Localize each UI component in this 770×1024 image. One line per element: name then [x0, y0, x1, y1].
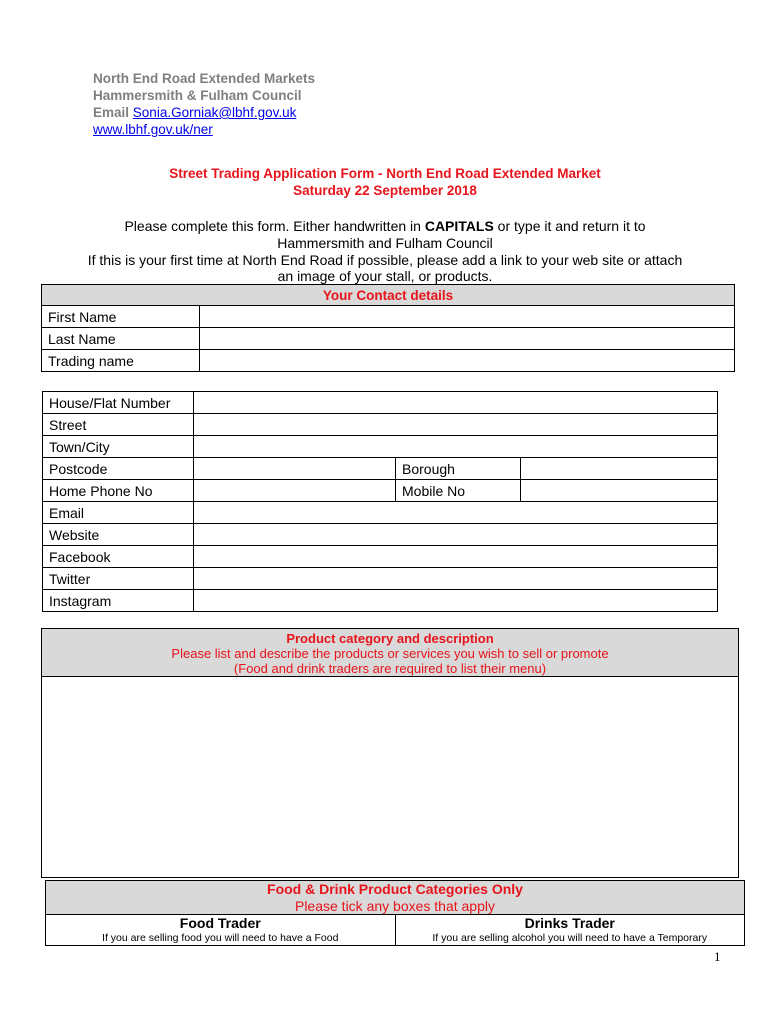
town-label: Town/City — [43, 436, 194, 458]
facebook-field[interactable] — [194, 546, 718, 568]
trading-name-label: Trading name — [42, 350, 200, 372]
trader-columns — [46, 915, 744, 945]
website-field[interactable] — [194, 524, 718, 546]
borough-field[interactable] — [521, 458, 718, 480]
street-label: Street — [43, 414, 194, 436]
org-header — [93, 70, 315, 138]
facebook-label: Facebook — [43, 546, 194, 568]
intro-line-1 — [40, 218, 730, 235]
council-name: Hammersmith & Fulham Council — [93, 88, 302, 103]
product-section — [41, 628, 739, 878]
food-trader-title: Food Trader — [179, 915, 261, 931]
town-field[interactable] — [194, 436, 718, 458]
email-line — [93, 104, 315, 121]
email-label: Email — [93, 105, 130, 120]
postcode-label: Postcode — [43, 458, 194, 480]
twitter-field[interactable] — [194, 568, 718, 590]
last-name-field[interactable] — [200, 328, 735, 350]
product-heading-block — [42, 629, 738, 677]
website-label: Website — [43, 524, 194, 546]
house-label: House/Flat Number — [43, 392, 194, 414]
food-trader-text: If you are selling food you will need to have a Food — [102, 932, 339, 944]
borough-label: Borough — [396, 458, 521, 480]
drinks-trader-option[interactable] — [395, 915, 745, 945]
trading-name-field[interactable] — [200, 350, 735, 372]
email-label: Email — [43, 502, 194, 524]
house-field[interactable] — [194, 392, 718, 414]
last-name-label: Last Name — [42, 328, 200, 350]
page-number: 1 — [714, 949, 721, 964]
intro-text: or type it and return it to — [493, 218, 646, 234]
intro-text: Please complete this form. Either handwritten in — [124, 218, 425, 234]
email-link[interactable]: Sonia.Gorniak@lbhf.gov.uk — [132, 105, 297, 120]
home-phone-field[interactable] — [194, 480, 396, 502]
intro-capitals: CAPITALS — [424, 218, 494, 234]
contact-heading: Your Contact details — [42, 285, 735, 306]
drinks-trader-text: If you are selling alcohol you will need to have a Temporary — [432, 932, 708, 944]
website-link[interactable]: www.lbhf.gov.uk/ner — [93, 122, 213, 137]
form-date: Saturday 22 September 2018 — [293, 183, 477, 198]
intro-line-2: Hammersmith and Fulham Council — [277, 235, 493, 251]
food-drink-heading-block — [46, 881, 744, 915]
instagram-field[interactable] — [194, 590, 718, 612]
intro-line-4: an image of your stall, or products. — [277, 268, 493, 284]
food-drink-section — [45, 880, 745, 946]
food-trader-option[interactable] — [46, 915, 395, 945]
org-name: North End Road Extended Markets — [93, 71, 316, 86]
postcode-field[interactable] — [194, 458, 396, 480]
mobile-label: Mobile No — [396, 480, 521, 502]
product-instructions: Please list and describe the products or services you wish to sell or promote — [171, 646, 609, 661]
home-phone-label: Home Phone No — [43, 480, 194, 502]
first-name-label: First Name — [42, 306, 200, 328]
product-menu-note: (Food and drink traders are required to list their menu) — [233, 661, 547, 676]
email-field[interactable] — [194, 502, 718, 524]
product-description-field[interactable] — [42, 677, 738, 877]
twitter-label: Twitter — [43, 568, 194, 590]
contact-table — [41, 284, 735, 372]
food-drink-heading: Food & Drink Product Categories Only — [267, 881, 523, 897]
intro-line-3: If this is your first time at North End Road if possible, please add a link to your web site or attach — [87, 252, 683, 268]
food-drink-subheading: Please tick any boxes that apply — [294, 898, 495, 914]
first-name-field[interactable] — [200, 306, 735, 328]
street-field[interactable] — [194, 414, 718, 436]
product-heading: Product category and description — [286, 631, 494, 646]
instagram-label: Instagram — [43, 590, 194, 612]
mobile-field[interactable] — [521, 480, 718, 502]
drinks-trader-title: Drinks Trader — [524, 915, 615, 931]
address-table — [42, 391, 718, 612]
form-title: Street Trading Application Form - North End Road Extended Market — [169, 166, 601, 181]
